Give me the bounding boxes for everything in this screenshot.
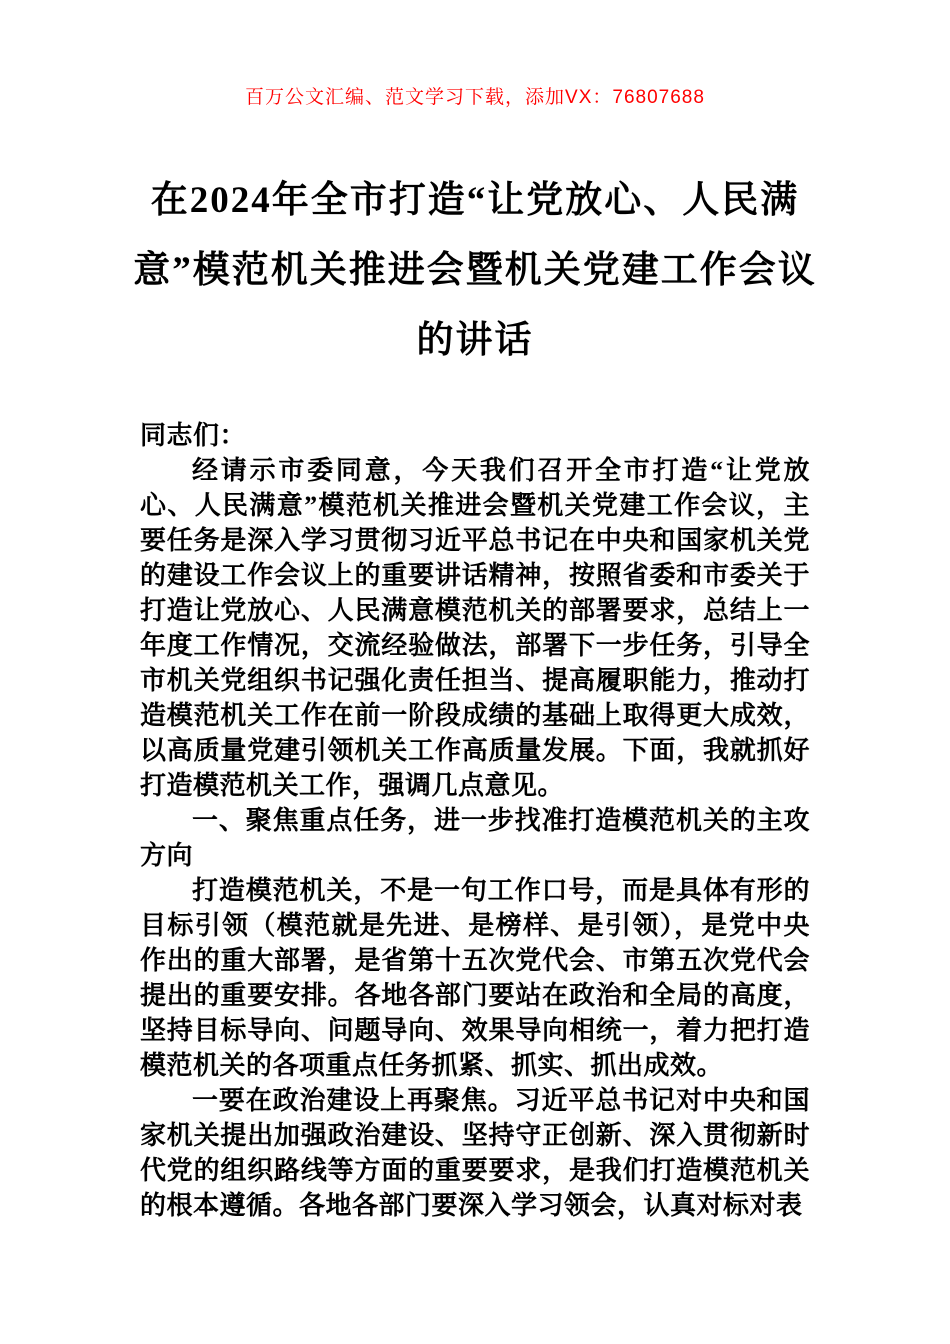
paragraph-section-heading: 一、聚焦重点任务，进一步找准打造模范机关的主攻方向	[140, 806, 810, 870]
document-body	[140, 418, 810, 1223]
title-line-2: 意”模范机关推进会暨机关党建工作会议	[133, 250, 817, 291]
paragraph-opening: 经请示市委同意，今天我们召开全市打造“让党放心、人民满意”模范机关推进会暨机关党建工作会议，主要任务是深入学习贯彻习近平总书记在中央和国家机关党的建设工作会议上的重要讲话精神，按照省委和市委关于打造让党放心、人民满意模范机关的部署要求，总结上一年度工作情况，交流经验做法，部署下一步任务，引导全市机关党组织书记强化责任担当、提高履职能力，推动打造模范机关工作在前一阶段成绩的基础上取得更大成效，以高质量党建引领机关工作高质量发展。下面，我就抓好打造模范机关工作，强调几点意见。	[140, 456, 810, 800]
document-title	[0, 0, 950, 376]
paragraph-section-body: 打造模范机关，不是一句工作口号，而是具体有形的目标引领（模范就是先进、是榜样、是引领），是党中央作出的重大部署，是省第十五次党代会、市第五次党代会提出的重要安排。各地各部门要站在政治和全局的高度，坚持目标导向、问题导向、效果导向相统一，着力把打造模范机关的各项重点任务抓紧、抓实、抓出成效。	[140, 876, 810, 1080]
paragraph-point-one: 一要在政治建设上再聚焦。习近平总书记对中央和国家机关提出加强政治建设、坚持守正创新、深入贯彻新时代党的组织路线等方面的重要要求，是我们打造模范机关的根本遵循。各地各部门要深入学习领会，认真对标对表	[140, 1086, 810, 1220]
watermark-notice: 百万公文汇编、范文学习下载，添加VX：76807688	[245, 87, 705, 108]
title-line-1: 在2024年全市打造“让党放心、人民满	[150, 180, 800, 221]
title-line-3: 的讲话	[416, 320, 534, 361]
salutation: 同志们：	[140, 421, 247, 450]
